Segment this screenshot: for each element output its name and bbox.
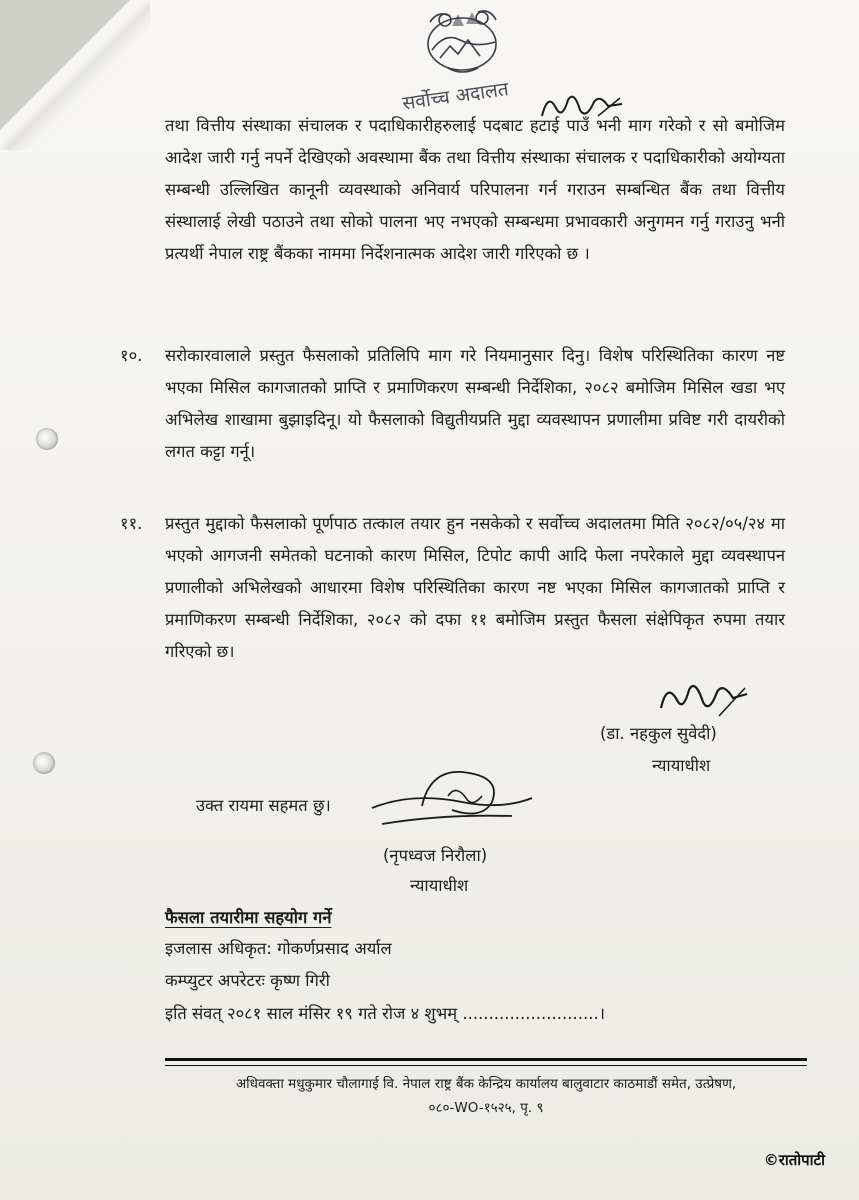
punch-hole-bottom: [33, 752, 55, 774]
assistance-heading: फैसला तयारीमा सहयोग गर्ने: [165, 908, 332, 927]
computer-operator: कम्प्युटर अपरेटरः कृष्ण गिरी: [165, 971, 330, 990]
paragraph-11-number: ११.: [120, 514, 143, 533]
watermark: ©रातोपाटी: [763, 1151, 825, 1169]
fold-shadow: [0, 0, 150, 150]
concurrence-text: उक्त रायमा सहमत छु।: [196, 796, 331, 815]
signature-judge1-icon: [655, 672, 755, 724]
judge1-name: (डा. नहकुल सुवेदी): [600, 724, 717, 743]
punch-hole-top: [36, 428, 58, 450]
judge1-title: न्यायाधीश: [652, 756, 711, 775]
footer-rule-thick: [165, 1058, 807, 1061]
judge2-name: (नृपध्वज निरौला): [383, 846, 488, 865]
footer-case-number: ०८०-WO-१५२५, पृ. ९: [428, 1100, 544, 1116]
paragraph-10-text: सरोकारवालाले प्रस्तुत फैसलाको प्रतिलिपि माग गरे नियमानुसार दिनु। विशेष परिस्थितिका कारण नष्ट भएका मिसिल कागजातको प्राप्ति र प्रमाणिकरण सम्बन्धी निर्देशिका, २०८२ बमोजिम मिसिल खडा भए अभिलेख शाखामा बुझाइदिनू। यो फैसलाको विद्युतीयप्रति मुद्दा व्यवस्थापन प्रणालीमा प्रविष्ट गरी दायरीको लगत कट्टा गर्नू।: [165, 346, 785, 461]
emblem-caption: सर्वोच्च अदालत: [401, 77, 510, 115]
date-line: इति संवत् २०८१ साल मंसिर १९ गते रोज ४ शुभम् ..........................।: [165, 1004, 605, 1023]
bench-officer: इजलास अधिकृत: गोकर्णप्रसाद अर्याल: [165, 939, 392, 958]
paragraph-11-text: प्रस्तुत मुद्दाको फैसलाको पूर्णपाठ तत्काल तयार हुन नसकेको र सर्वोच्च अदालतमा मिति २०८२/०५/२४ मा भएको आगजनी समेतको घटनाको कारण मिसिल, टिपोट कापी आदि फेला नपरेकाले मुद्दा व्यवस्थापन प्रणालीको अभिलेखको आधारमा विशेष परिस्थितिका कारण नष्ट भएका मिसिल कागजातको प्राप्ति र प्रमाणिकरण सम्बन्धी निर्देशिका, २०८२ को दफा ११ बमोजिम प्रस्तुत फैसला संक्षेपिकृत रुपमा तयार गरिएको छ।: [165, 514, 785, 661]
footer-rule-thin: [165, 1065, 807, 1066]
paragraph-9-continuation: तथा वित्तीय संस्थाका संचालक र पदाधिकारीहरुलाई पदबाट हटाई पाउँ भनी माग गरेको र सो बमोजिम आदेश जारी गर्नु नपर्ने देखिएको अवस्थामा बैंक तथा वित्तीय संस्थाका संचालक र पदाधिकारीको अयोग्यता सम्बन्धी उल्लिखित कानूनी व्यवस्थाको अनिवार्य परिपालना गर्न गराउन सम्बन्धित बैंक तथा वित्तीय संस्थालाई लेखी पठाउने तथा सोको पालना भए नभएको सम्बन्धमा प्रभावकारी अनुगमन गर्नु गराउनु भनी प्रत्यर्थी नेपाल राष्ट्र बैंकका नाममा निर्देशनात्मक आदेश जारी गरिएको छ ।: [165, 116, 785, 263]
footer-case-title: अधिवक्ता मधुकुमार चौलागाई वि. नेपाल राष्ट्र बैंक केन्द्रिय कार्यालय बालुवाटार काठमाडौं समेत, उत्प्रेषण,: [235, 1076, 737, 1092]
paragraph-10-number: १०.: [120, 346, 143, 365]
signature-judge2-icon: [352, 762, 552, 842]
judge2-title: न्यायाधीश: [410, 876, 469, 895]
